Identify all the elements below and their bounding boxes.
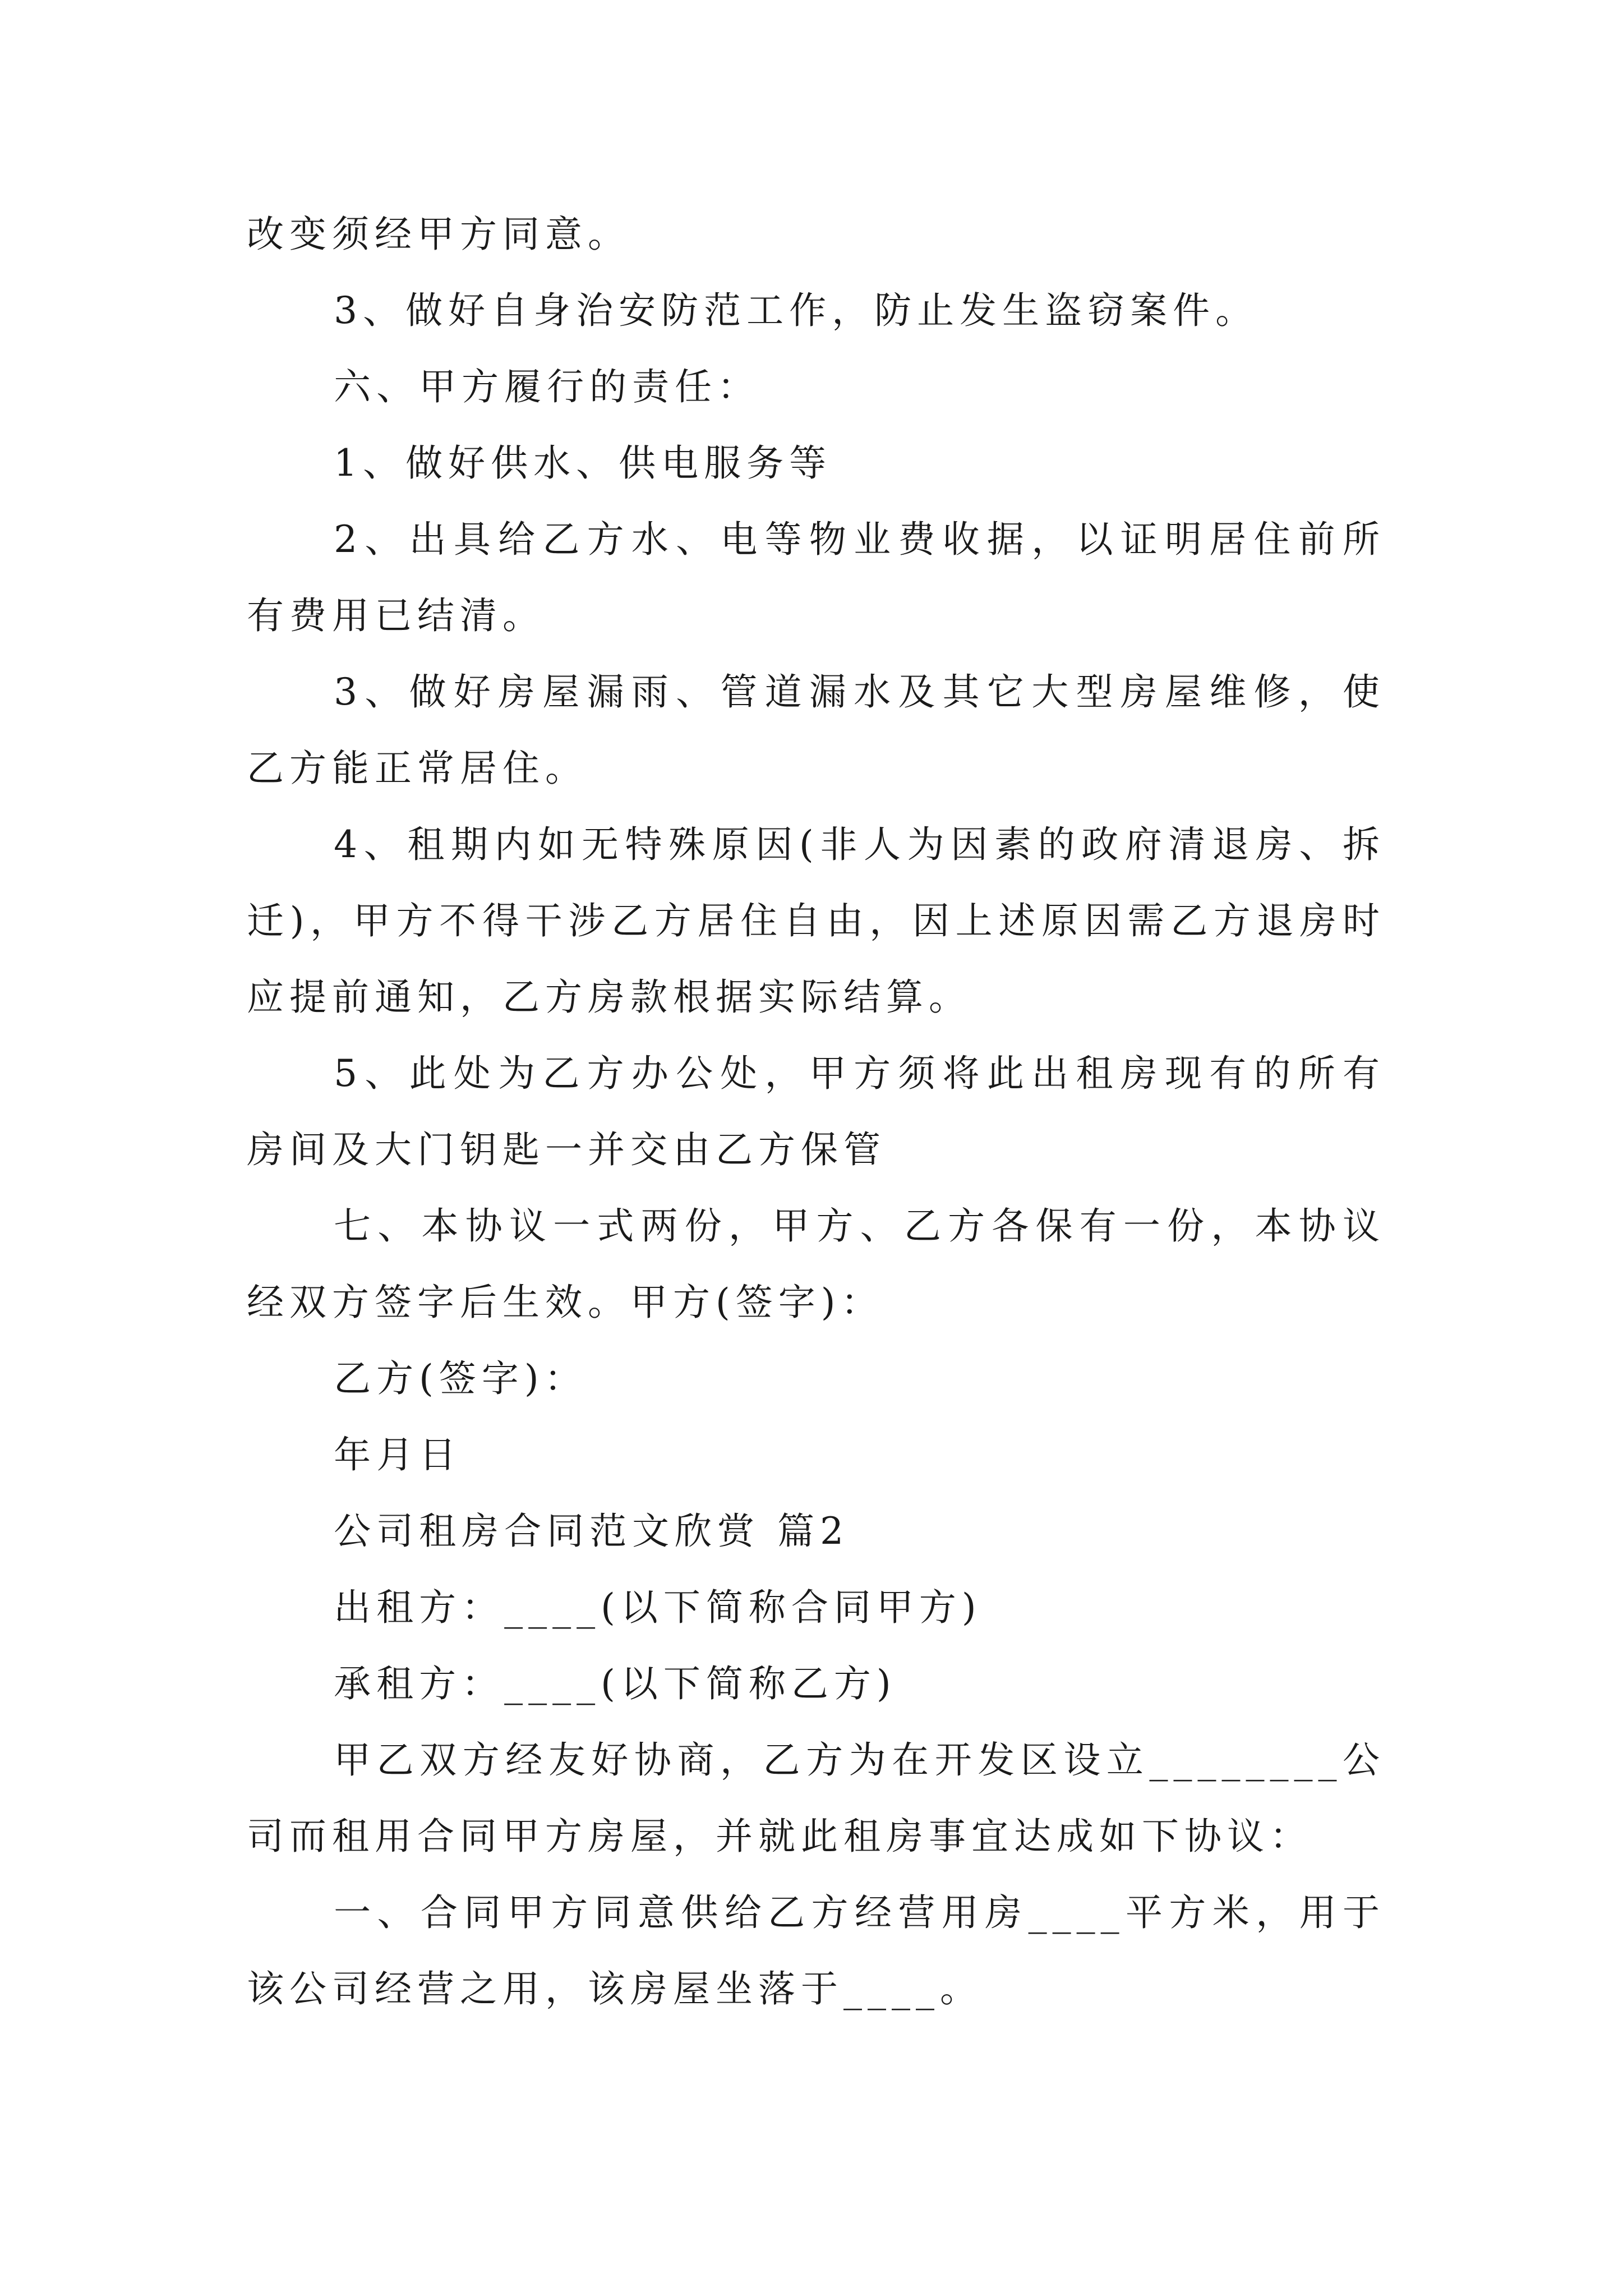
paragraph-clause-6-5: 5、此处为乙方办公处，甲方须将此出租房现有的所有房间及大门钥匙一并交由乙方保管 xyxy=(247,1052,1385,1171)
paragraph-continuation: 改变须经甲方同意。 xyxy=(247,213,630,256)
paragraph-clause-6-3: 3、做好房屋漏雨、管道漏水及其它大型房屋维修，使乙方能正常居住。 xyxy=(247,670,1385,790)
paragraph-clause-7: 七、本协议一式两份，甲方、乙方各保有一份，本协议经双方签字后生效。甲方(签字)： xyxy=(247,1204,1385,1324)
lessor-line: 出租方：____(以下简称合同甲方) xyxy=(334,1586,982,1629)
paragraph-clause-6-2: 2、出具给乙方水、电等物业费收据，以证明居住前所有费用已结清。 xyxy=(247,518,1385,637)
paragraph-clause-6-4: 4、租期内如无特殊原因(非人为因素的政府清退房、拆迁)，甲方不得干涉乙方居住自由，因上述原因需乙方退房时应提前通知，乙方房款根据实际结算。 xyxy=(247,823,1385,1019)
lessee-line: 承租方：____(以下简称乙方) xyxy=(334,1662,897,1705)
paragraph-clause-1: 一、合同甲方同意供给乙方经营用房____平方米，用于该公司经营之用，该房屋坐落于____。 xyxy=(247,1891,1385,2010)
article-title: 公司租房合同范文欣赏 篇2 xyxy=(334,1510,850,1553)
paragraph-clause-5-3: 3、做好自身治安防范工作，防止发生盗窃案件。 xyxy=(334,289,1258,332)
document-body xyxy=(247,196,1385,2027)
signature-date: 年月日 xyxy=(334,1433,462,1476)
signature-party-b: 乙方(签字)： xyxy=(334,1357,587,1400)
paragraph-preamble: 甲乙双方经友好协商，乙方为在开发区设立________公司而租用合同甲方房屋，并就此租房事宜达成如下协议： xyxy=(247,1738,1385,1858)
paragraph-clause-6-1: 1、做好供水、供电服务等 xyxy=(334,441,832,485)
section-heading-6: 六、甲方履行的责任： xyxy=(334,365,760,408)
